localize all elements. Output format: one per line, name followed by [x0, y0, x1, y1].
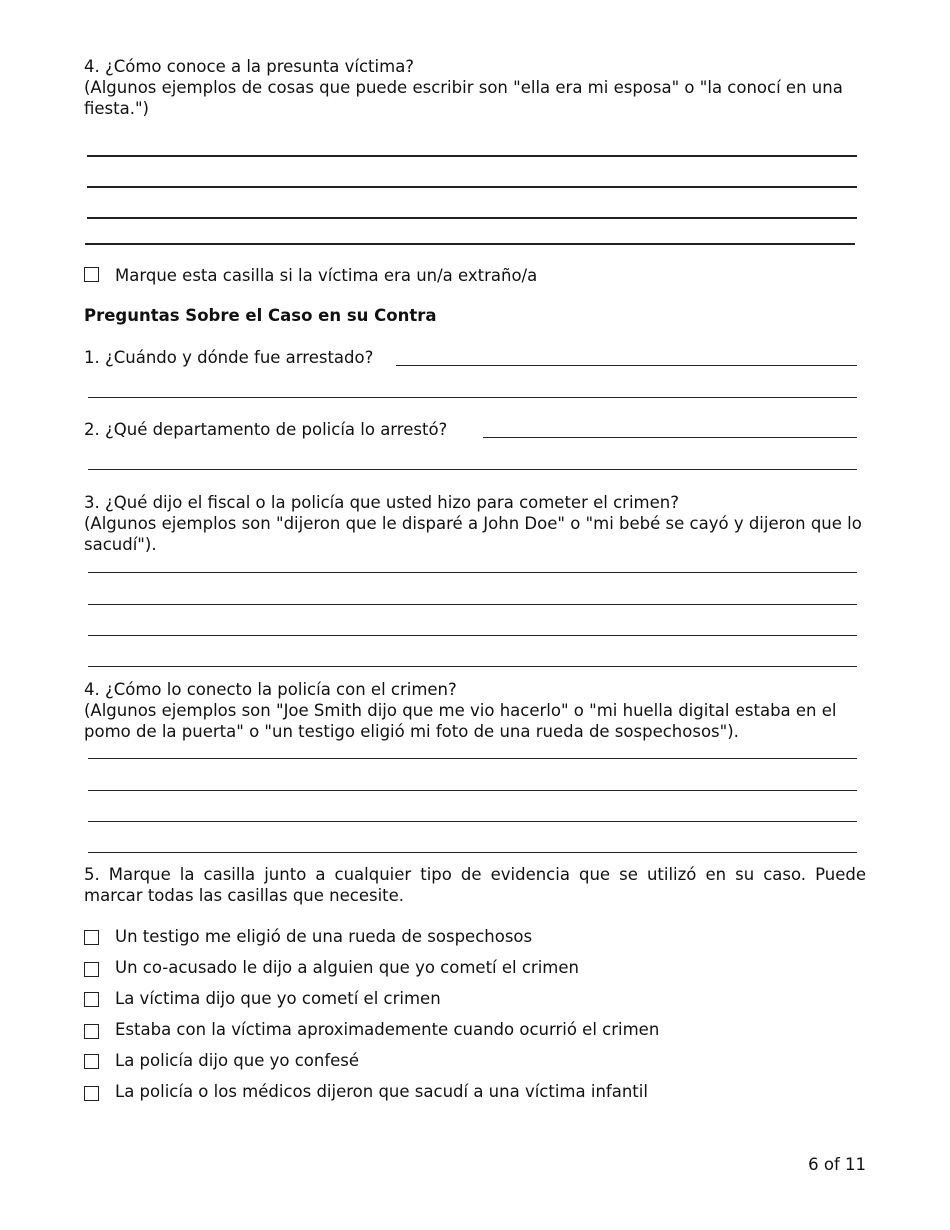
answer-line[interactable] — [88, 821, 857, 822]
answer-line[interactable] — [88, 604, 857, 605]
answer-line[interactable] — [483, 437, 857, 438]
answer-line[interactable] — [87, 155, 857, 157]
answer-line[interactable] — [88, 635, 857, 636]
answer-line[interactable] — [88, 666, 857, 667]
answer-line[interactable] — [88, 469, 857, 470]
victim-question: 4. ¿Cómo conoce a la presunta víctima? — [84, 57, 415, 76]
evidence-option-label: Un testigo me eligió de una rueda de sospechosos — [115, 927, 533, 946]
answer-line[interactable] — [88, 758, 857, 759]
evidence-option-label: Un co-acusado le dijo a alguien que yo cometí el crimen — [115, 958, 579, 977]
evidence-checkbox[interactable] — [84, 992, 99, 1007]
answer-line[interactable] — [88, 572, 857, 573]
evidence-option-label: La policía o los médicos dijeron que sacudí a una víctima infantil — [115, 1082, 648, 1101]
answer-line[interactable] — [88, 397, 857, 398]
evidence-option-label: La policía dijo que yo confesé — [115, 1051, 360, 1070]
police-department-question: 2. ¿Qué departamento de policía lo arrestó? — [84, 420, 448, 439]
evidence-option-label: La víctima dijo que yo cometí el crimen — [115, 989, 441, 1008]
police-connection-question: 4. ¿Cómo lo conecto la policía con el crimen? — [84, 680, 457, 699]
section-title: Preguntas Sobre el Caso en su Contra — [84, 306, 437, 325]
prosecutor-claim-hint: (Algunos ejemplos son "dijeron que le disparé a John Doe" o "mi bebé se cayó y dijeron que lo sacudí"). — [84, 514, 862, 554]
evidence-checkbox[interactable] — [84, 1086, 99, 1101]
answer-line[interactable] — [88, 852, 857, 853]
stranger-checkbox-label: Marque esta casilla si la víctima era un/a extraño/a — [115, 266, 538, 285]
answer-line[interactable] — [396, 365, 857, 366]
answer-line[interactable] — [87, 217, 857, 219]
page-number: 6 of 11 — [808, 1155, 866, 1174]
stranger-checkbox[interactable] — [84, 267, 99, 282]
evidence-option-label: Estaba con la víctima aproximademente cuando ocurrió el crimen — [115, 1020, 660, 1039]
answer-line[interactable] — [85, 243, 855, 245]
evidence-checkbox[interactable] — [84, 1024, 99, 1039]
evidence-checkbox[interactable] — [84, 930, 99, 945]
answer-line[interactable] — [88, 790, 857, 791]
arrest-question: 1. ¿Cuándo y dónde fue arrestado? — [84, 348, 374, 367]
evidence-question: 5. Marque la casilla junto a cualquier tipo de evidencia que se utilizó en su caso. Puede marcar todas las casillas que necesite. — [84, 865, 866, 905]
answer-line[interactable] — [87, 186, 857, 188]
prosecutor-claim-question: 3. ¿Qué dijo el fiscal o la policía que usted hizo para cometer el crimen? — [84, 493, 679, 512]
evidence-checkbox[interactable] — [84, 1054, 99, 1069]
police-connection-hint: (Algunos ejemplos son "Joe Smith dijo que me vio hacerlo" o "mi huella digital estaba en el pomo de la puerta" o "un testigo eligió mi foto de una rueda de sospechosos"). — [84, 701, 837, 741]
victim-question-hint: (Algunos ejemplos de cosas que puede escribir son "ella era mi esposa" o "la conocí en una fiesta.") — [84, 78, 843, 118]
evidence-checkbox[interactable] — [84, 962, 99, 977]
